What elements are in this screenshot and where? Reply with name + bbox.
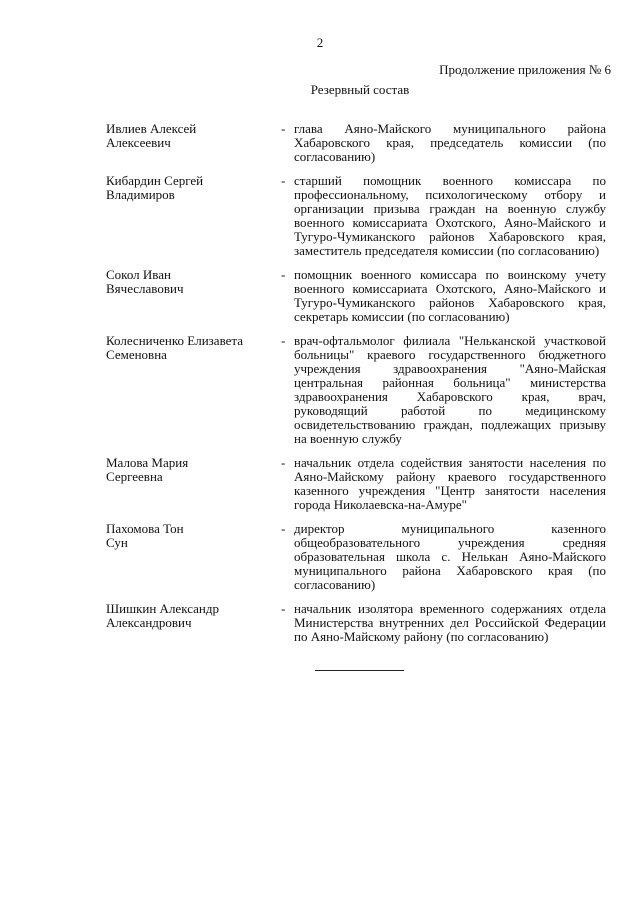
member-name: Малова Мария Сергеевна <box>106 455 189 484</box>
member-dash: - <box>281 601 286 616</box>
member-description: начальник отдела содействия занятости населения по Аяно-Майскому району краевого государственного казенного учреждения "Центр занятости населения города Николаевска-на-Амуре" <box>294 455 606 512</box>
page-number: 2 <box>316 35 324 50</box>
member-dash: - <box>281 333 286 348</box>
member-name: Шишкин Александр Александрович <box>106 601 219 630</box>
member-name: Колесниченко Елизавета Семеновна <box>106 333 244 362</box>
member-dash: - <box>281 521 286 536</box>
member-description: директор муниципального казенного общеобразовательного учреждения средняя образовательная школа с. Нелькан Аяно-Майского муниципального района Хабаровского края (по согласованию) <box>294 521 606 592</box>
closing-divider <box>315 670 404 671</box>
appendix-note: Продолжение приложения № 6 <box>439 62 611 77</box>
member-description: старший помощник военного комиссара по профессиональному, психологическому отбору и организации призыва граждан на военную службу военного комиссариата Охотского, Аяно-Майского и Тугуро-Чумиканского районов Хабаровского края, заместитель председателя комиссии (по согласованию) <box>294 173 606 258</box>
member-row <box>106 456 606 512</box>
member-row <box>106 122 606 164</box>
member-name: Ивлиев Алексей Алексеевич <box>106 121 197 150</box>
member-dash: - <box>281 455 286 470</box>
member-row <box>106 334 606 446</box>
member-row <box>106 522 606 592</box>
member-dash: - <box>281 173 286 188</box>
member-description: глава Аяно-Майского муниципального района Хабаровского края, председатель комиссии (по согласованию) <box>294 121 606 164</box>
member-name: Кибардин Сергей Владимиров <box>106 173 204 202</box>
member-description: помощник военного комиссара по воинскому учету военного комиссариата Охотского, Аяно-Майского и Тугуро-Чумиканского районов Хабаровского края, секретарь комиссии (по согласованию) <box>294 267 606 324</box>
member-dash: - <box>281 121 286 136</box>
member-description: начальник изолятора временного содержаниях отдела Министерства внутренних дел Российской Федерации по Аяно-Майскому району (по согласованию) <box>294 601 606 644</box>
section-title: Резервный состав <box>310 82 410 97</box>
member-name: Пахомова Тон Сун <box>106 521 184 550</box>
member-row <box>106 268 606 324</box>
member-description: врач-офтальмолог филиала "Нельканской участковой больницы" краевого государственного бюджетного учреждения здравоохранения "Аяно-Майская центральная районная больница" министерства здравоохранения Хабаровского края, врач, руководящий работой по медицинскому освидетельствованию граждан, подлежащих призыву на военную службу <box>294 333 606 446</box>
member-list <box>106 122 606 654</box>
member-row <box>106 602 606 644</box>
member-row <box>106 174 606 258</box>
member-dash: - <box>281 267 286 282</box>
member-name: Сокол Иван Вячеславович <box>106 267 184 296</box>
